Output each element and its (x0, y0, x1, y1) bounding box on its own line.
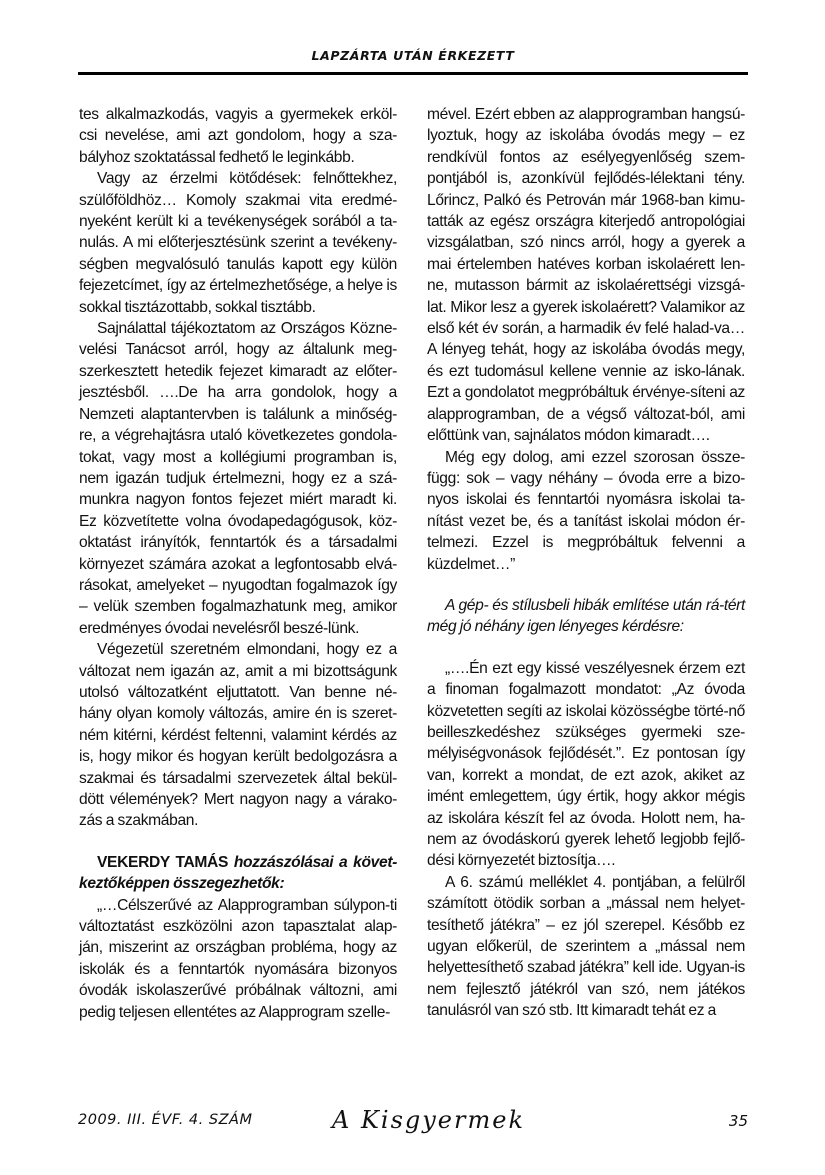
journal-title: A Kisgyermek (332, 1106, 525, 1134)
italic-intro: A gép- és stílusbeli hibák említése után rá-tért még jó néhány igen lényeges kérdésre: (427, 596, 745, 636)
page-number: 35 (728, 1112, 748, 1130)
paragraph: A 6. számú melléklet 4. pontjában, a felülről számított ötödik sorban a „mással nem helyet-tesíthető játékra” – ez jól szerepel. Később ez ugyan előkerül, de szerintem a „mással nem helyettesíthető szabad játékra” kell ide. Ugyan-is nem fejlesztő játékról van szó, nem játékos tanulásról van szó stb. Itt kimaradt tehát ez a (427, 873, 745, 1020)
header-rule (78, 72, 748, 75)
paragraph: Végezetül szeretném elmondani, hogy ez a változat nem igazán az, amit a mi bizottságunk utolsó változatként eljuttatott. Van benne né-hány olyan komoly változás, amire én is szeret-ném kitérni, kérdést feltenni, valamint kérdés az is, hogy mikor és hogyan került bedolgozásra a szakmai és társadalmi szervezetek által bekül-dött vélemények? Mert nagyon nagy a várako-zás a szakmában. (79, 641, 397, 830)
page-footer (78, 1108, 748, 1138)
right-column (427, 104, 745, 1022)
paragraph: Sajnálattal tájékoztatom az Országos Közne-velési Tanácsot arról, hogy az általunk meg-szerkesztett hetedik fejezet kimaradt az előter-jesztésből. ….De ha arra gondolok, hogy a Nemzeti alaptantervben is találunk a minőség-re, a végrehajtásra utaló következetes gondola-tokat, vagy most a kollégiumi programban is, nem igazán tudjuk értelmezni, hogy ez a szá-munkra nagyon fontos fejezet miért maradt ki. Ez közvetítette volna óvodapedagógusok, köz-oktatást irányítók, fenntartók és a társadalmi környezet számára azokat a legfontosabb elvá-rásokat, amelyeket – nyugodtan fogalmazok így – velük szemben fogalmazhatunk meg, amikor eredményes óvodai nevelésről beszé-lünk. (79, 320, 397, 637)
heading-text: hozzászólásai a követ-keztőképpen összegezhetők: (79, 853, 398, 893)
issue-info: 2009. III. ÉVF. 4. SZÁM (78, 1112, 253, 1128)
paragraph: „….Én ezt egy kissé veszélyesnek érzem ezt a finoman fogalmazott mondatot: „Az óvoda közvetetten segíti az iskolai közösségbe törté-nő beilleszkedéshez szükséges gyermeki sze-mélyiségvonások fejlődését.”. Ez pontosan így van, korrekt a mondat, de ezt azok, akiket az imént emlegettem, úgy értik, hogy akkor mégis az iskolára készít fel az óvoda. Holott nem, ha-nem az óvodáskorú gyerek lehető legjobb fejlő-dési környezetét biztosítja…. (427, 659, 745, 870)
section-heading (79, 852, 397, 895)
left-column (79, 104, 397, 1023)
speaker-name: VEKERDY TAMÁS (97, 853, 228, 871)
running-header: LAPZÁRTA UTÁN ÉRKEZETT (311, 48, 515, 63)
paragraph: Még egy dolog, ami ezzel szorosan össze-függ: sok – vagy néhány – óvoda erre a bizo-nyos iskolai és fenntartói nyomásra iskolai ta-nítást vezet be, és a tanítást iskolai módon ér-telmezi. Ezzel is megpróbáltuk felvenni a küzdelmet…” (427, 448, 745, 573)
paragraph: „…Célszerűvé az Alapprogramban súlypon-ti változtatást eszközölni azon tapasztalat alap-ján, miszerint az országban probléma, hogy az iskolák és a fenntartók nyomására bizonyos óvodák iskolaszerűvé próbálnak változni, ami pedig teljesen ellentétes az Alapprogram szelle- (79, 896, 397, 1021)
paragraph: Vagy az érzelmi kötődések: felnőttekhez, szülőföldhöz… Komoly szakmai vita eredmé-nyeként került ki a tevékenységek sorából a ta-nulás. A mi előterjesztésünk szerint a tevékeny-ségben megvalósuló tanulás kapott egy külön fejezetcímet, így az értelmezhetősége, a helye is sokkal tisztázottabb, sokkal tisztább. (79, 170, 397, 316)
paragraph: tes alkalmazkodás, vagyis a gyermekek erköl-csi nevelése, ami azt gondolom, hogy a sza-bályhoz szoktatással fedhető le leginkább. (79, 106, 397, 166)
paragraph: mével. Ezért ebben az alapprogramban hangsú-lyoztuk, hogy az iskolába óvodás megy – ez rendkívül fontos az esélyegyenlőség szem-pontjából is, azonkívül fejlődés-lélektani tény. Lőrincz, Palkó és Petrován már 1968-ban kimu-tatták az egész országra kiterjedő antropológiai vizsgálatban, szó nincs arról, hogy a gyerek a mai értelemben hatéves korban iskolaérett len-ne, mutasson bármit az iskolaérettségi vizsgá-lat. Mikor lesz a gyerek iskolaérett? Valamikor az első két év során, a harmadik év felé halad-va… A lényeg tehát, hogy az iskolába óvodás megy, és ezt tudomásul kellene vennie az isko-lának. Ezt a gondolatot megpróbáltuk érvénye-síteni az alapprogramban, de a végső változat-ból, ami előttünk van, sajnálatos módon kimaradt…. (427, 106, 745, 445)
